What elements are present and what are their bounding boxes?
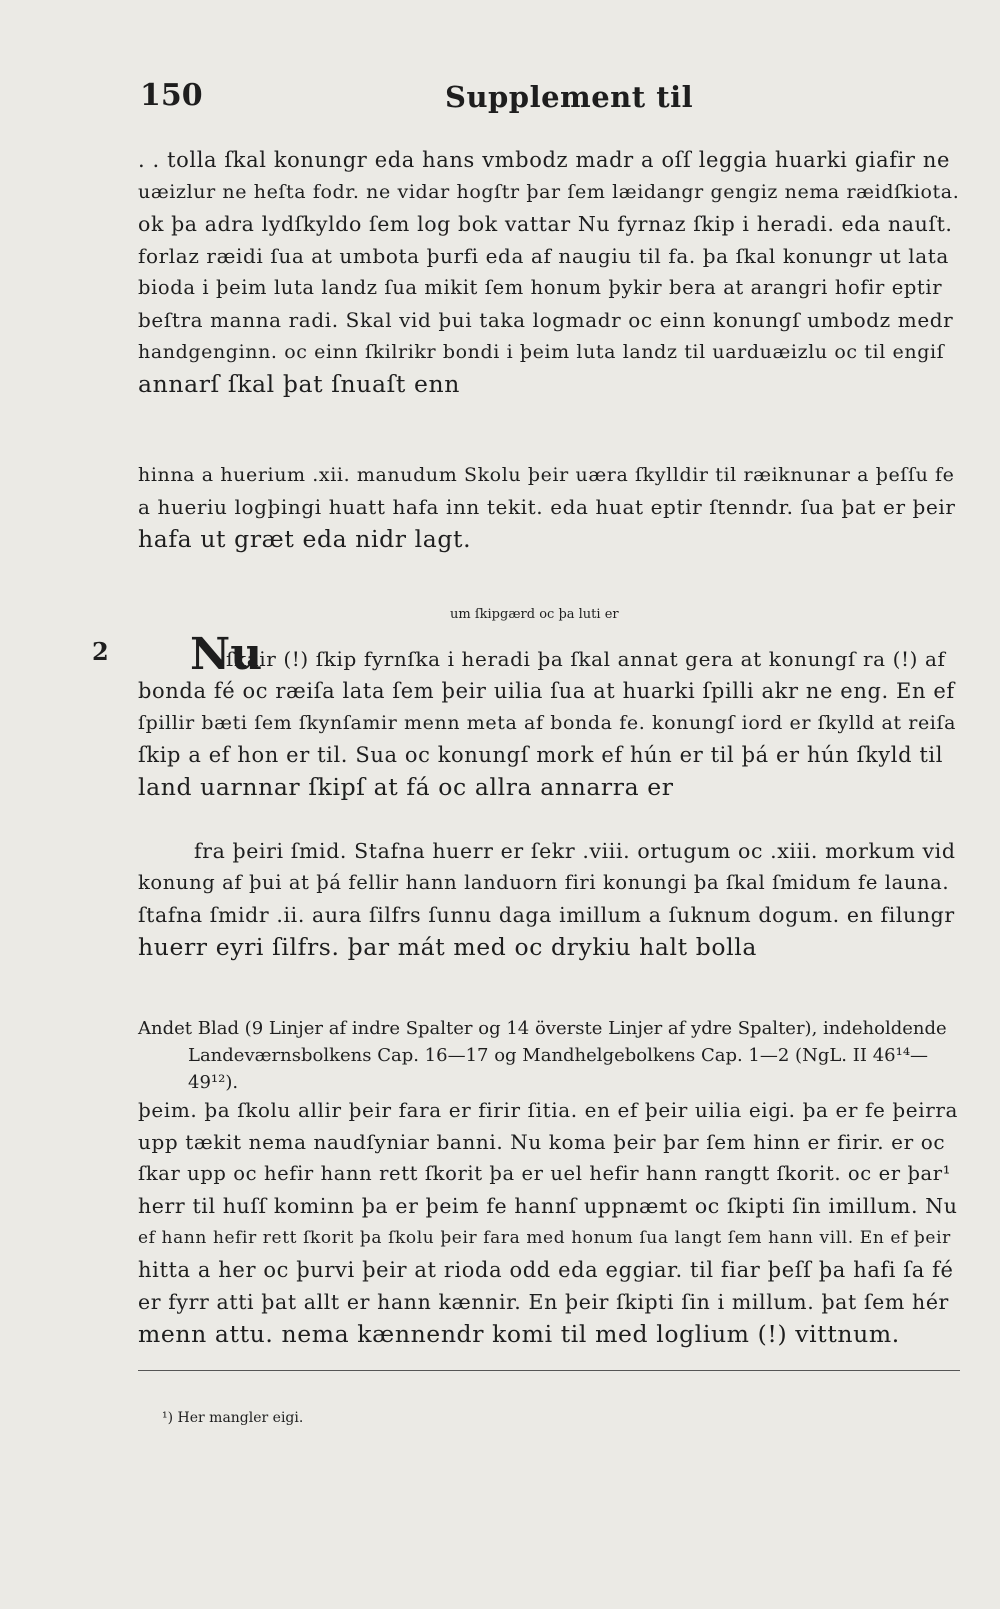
margin-number: 2 <box>92 637 109 666</box>
text-block-5 <box>138 1094 960 1350</box>
text-line: forlaz ræidi ſua at umbota þurfi eda af naugiu til fa. þa ſkal konungr ut lata <box>138 244 949 268</box>
text-line: annarſ ſkal þat ſnuaſt enn <box>138 370 460 398</box>
text-block-4 <box>138 835 960 963</box>
text-line: ok þa adra lydſkyldo ſem log bok vattar Nu fyrnaz ſkip i heradi. eda nauſt. <box>138 212 953 236</box>
text-line: hafa ut græt eda nidr lagt. <box>138 525 472 553</box>
section-heading: um ſkipgærd oc þa luti er <box>450 607 619 622</box>
text-line: . . tolla ſkal konungr eda hans vmbodz madr a oſſ leggia huarki giafir ne <box>138 148 951 172</box>
text-block-3 <box>138 643 960 803</box>
text-line: menn attu. nema kænnendr komi til med loglium (!) vittnum. <box>138 1320 900 1348</box>
text-line: uæizlur ne heſta fodr. ne vidar hogſtr þar ſem læidangr gengiz nema ræidſkiota. <box>138 181 960 203</box>
text-line: konung af þui at þá fellir hann landuorn firi konungi þa ſkal ſmidum fe launa. <box>138 871 950 894</box>
text-line: er fyrr atti þat allt er hann kænnir. En þeir ſkipti ſin i millum. þat ſem hér <box>138 1290 949 1314</box>
text-line: beſtra manna radi. Skal vid þui taka logmadr oc einn konungſ umbodz medr <box>138 308 954 332</box>
text-line: ef hann hefir rett ſkorit þa ſkolu þeir fara med honum ſua langt ſem hann vill. En ef þeir <box>138 1228 951 1248</box>
text-block-1 <box>138 144 960 400</box>
text-line: ſkar upp oc hefir hann rett ſkorit þa er uel hefir hann rangtt ſkorit. oc er þar¹ <box>138 1162 952 1185</box>
footnote-mark: ¹) <box>162 1410 174 1426</box>
text-block-2 <box>138 459 960 555</box>
text-line: bioda i þeim luta landz ſua mikit ſem honum þykir bera at arangri hofir eptir <box>138 276 943 299</box>
footnote-text: Her mangler eigi. <box>177 1410 304 1426</box>
footnote-rule <box>138 1370 960 1371</box>
page-number: 150 <box>140 78 203 113</box>
text-line: bonda fé oc ræiſa lata ſem þeir uilia ſua at huarki ſpilli akr ne eng. En ef <box>138 679 955 703</box>
text-line: handgenginn. oc einn ſkilrikr bondi i þeim luta landz til uarduæizlu oc til engiſ <box>138 341 945 363</box>
text-line: hinna a huerium .xii. manudum Skolu þeir uæra ſkylldir til ræiknunar a þeſſu fe <box>138 464 955 486</box>
editor-note <box>138 1015 968 1096</box>
editor-note-line: Andet Blad (9 Linjer af indre Spalter og 14 överste Linjer af ydre Spalter), indeholdende <box>138 1018 947 1039</box>
text-line: a hueriu logþingi huatt hafa inn tekit. eda huat eptir ſtenndr. ſua þat er þeir <box>138 495 956 519</box>
text-line: ſkip a ef hon er til. Sua oc konungſ mork ef hún er til þá er hún ſkyld til <box>138 743 944 767</box>
footnote <box>162 1410 303 1426</box>
text-line: fra þeiri ſmid. Stafna huerr er ſekr .viii. ortugum oc .xiii. morkum vid <box>194 839 956 863</box>
text-line: þeim. þa ſkolu allir þeir fara er firir ſitia. en ef þeir uilia eigi. þa er fe þeirra <box>138 1098 959 1122</box>
text-line: huerr eyri ſilfrs. þar mát med oc drykiu halt bolla <box>138 933 757 961</box>
text-line: ſkair (!) ſkip fyrnſka i heradi þa ſkal annat gera at konungſ ra (!) af <box>226 647 946 671</box>
text-line: hitta a her oc þurvi þeir at rioda odd eda eggiar. til fiar þeſſ þa hafi ſa fé <box>138 1258 954 1282</box>
text-line: ſtafna ſmidr .ii. aura ſilfrs ſunnu daga imillum a ſuknum dogum. en filungr <box>138 903 955 927</box>
text-line: ſpillir bæti ſem ſkynſamir menn meta af bonda fe. konungſ iord er ſkylld at reiſa <box>138 712 957 734</box>
initial-letter: Nu <box>190 629 263 680</box>
text-line: land uarnnar ſkipſ at fá oc allra annarra er <box>138 773 674 801</box>
page-header <box>140 78 970 128</box>
editor-note-line: Landeværnsbolkens Cap. 16—17 og Mandhelgebolkens Cap. 1—2 (NgL. II 46¹⁴—49¹²). <box>188 1045 929 1093</box>
running-title: Supplement til <box>445 80 694 114</box>
text-line: upp tækit nema naudſyniar banni. Nu koma þeir þar ſem hinn er firir. er oc <box>138 1130 946 1154</box>
text-line: herr til huſſ kominn þa er þeim fe hannſ uppnæmt oc ſkipti ſin imillum. Nu <box>138 1194 958 1218</box>
